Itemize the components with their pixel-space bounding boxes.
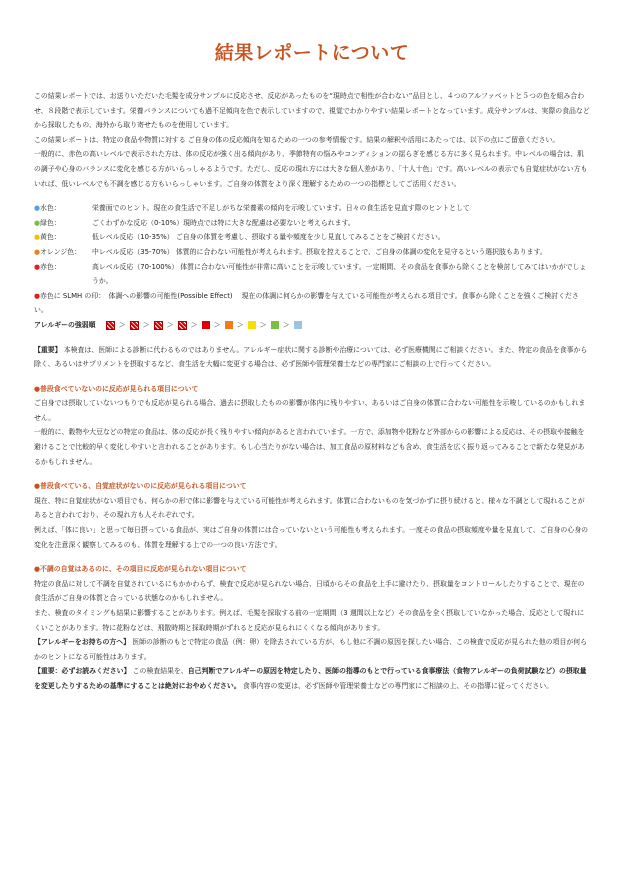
section-paragraph: 例えば、「体に良い」と思って毎日摂っている食品が、実はご自身の体質には合っていないという可能性も考えられます。一度その食品の摂取頻度や量を見直して、ご自身の心身の変化を注意深く観察してみるのも、体質を理解する上での一つの良い方法です。 xyxy=(34,526,588,549)
legend-item-green: ●緑色： ごくわずかな反応（0-10%）現時点では特に大きな配慮は必要ないと考えられます。 xyxy=(34,218,355,227)
section-paragraph: ご自身では摂取していないつもりでも反応が見られる場合、過去に摂取したものの影響が体内に残りやすい、あるいはご自身の体質に合わない可能性を示唆しているのかもしれません。 xyxy=(34,399,586,422)
scale-label: アレルギーの強弱順 xyxy=(34,320,96,329)
scale-swatch-light-blue xyxy=(294,321,302,329)
page-title: 結果レポートについて xyxy=(214,42,410,64)
important-notice: 【重要】 本検査は、医師による診断に代わるものではありません。アレルギー症状に関する診断や治療については、必ず医療機関にご相談ください。また、特定の食品を食事から除く、あるいはサプリメントを摂取するなど、食生活を大幅に変更する場合は、必ず医師や管理栄養士などの専門家にご相談の上で行ってください。 xyxy=(34,345,588,369)
scale-swatch-l xyxy=(130,321,139,330)
scale-swatch-red xyxy=(202,321,210,329)
section-heading-symptoms-no-reaction: ●不調の自覚はあるのに、その項目に反応が見られない項目について xyxy=(34,565,247,574)
legend-item-red: ●赤色： 高レベル反応（70-100%） 体質に合わない可能性が非常に高いことを示唆しています。一定期間、その食品を食事から除くことを検討してみてはいかがでしょうか。 xyxy=(34,262,587,286)
legend-item-orange: ●オレンジ色： 中レベル反応（35-70%） 体質的に合わない可能性が考えられます。摂取を控えることで、ご自身の体調の変化を見守るという選択肢もあります。 xyxy=(34,247,547,256)
section-heading-not-eaten: ●普段食べていないのに反応が見られる項目について xyxy=(34,384,199,393)
light-blue-dot-icon: ● xyxy=(34,204,41,213)
red-dot-icon: ● xyxy=(34,262,41,271)
section-paragraph: 現在、特に自覚症状がない項目でも、何らかの形で体に影響を与えている可能性が考えられます。体質に合わないものを気づかずに摂り続けると、様々な不調として現れることがあると言われており、その現れ方も人それぞれです。 xyxy=(34,496,585,520)
section-heading-eaten-no-symptoms: ●普段食べている、自覚症状がないのに反応が見られる項目について xyxy=(34,482,247,491)
color-legend xyxy=(34,201,590,318)
scale-swatch-h xyxy=(178,321,187,330)
green-dot-icon: ● xyxy=(34,218,41,227)
section-paragraph: 特定の食品に対して不調を自覚されているにもかかわらず、検査で反応が見られない場合、日頃からその食品を上手に避けたり、摂取量をコントロールしたりすることで、現在の食生活がご自身の体質と合っている状態なのかもしれません。 xyxy=(34,579,585,603)
yellow-dot-icon: ● xyxy=(34,233,41,242)
scale-swatch-m xyxy=(154,321,163,330)
allergy-note: 【アレルギーをお持ちの方へ】 医師の診断のもとで特定の食品（例：卵）を除去されている方が、もし他に不調の原因を探したい場合、この検査で反応が見られた他の項目が何らかのヒントになる可能性はあります。 xyxy=(34,638,588,661)
orange-dot-icon: ● xyxy=(34,247,41,256)
intro-paragraph-1: この結果レポートでは、お送りいただいた毛髪を成分サンプルに反応させ、反応があったものを“現時点で相性が合わない”品目とし、４つのアルファベットと５つの色を組み合わせ、８段階で表示しています。栄養バランスについても過不足傾向を色で表示していますので、視覚でわかりやすい結果レポートとなっています。成分サンプルは、実際の食品などから採取したもの、海外から取り寄せたものを使用しています。 xyxy=(34,92,590,130)
scale-swatch-s xyxy=(106,321,115,330)
allergy-strength-scale: アレルギーの強弱順 ＞ ＞ ＞ ＞ ＞ ＞ ＞ ＞ xyxy=(34,318,590,333)
section-paragraph: また、検査のタイミングも結果に影響することがあります。例えば、毛髪を採取する前の一定期間（3 週間以上など）その食品を全く摂取していなかった場合、反応として現れにくいことがあります。特に花粉などは、飛散時期と採取時期がずれると反応が見られにくくなる傾向があります。 xyxy=(34,609,585,632)
scale-swatch-green xyxy=(271,321,279,329)
intro-paragraph-3: 一般的に、赤色の高いレベルで表示された方は、体の反応が強く出る傾向があり、季節特有の悩みやコンディションの揺らぎを感じる方に多く見られます。中レベルの場合は、肌の調子や心身のバランスに変化を感じる方がいらっしゃるようです。ただし、反応の現れ方には大きな個人差があり、「十人十色」です。高いレベルの表示でも自覚症状がない方もいれば、低いレベルでも不調を感じる方もいらっしゃいます。ご自身の体質をより深く理解するための一つの指標としてご活用ください。 xyxy=(34,150,588,188)
scale-swatch-yellow xyxy=(248,321,256,329)
legend-item-red-slmh: ●赤色に SLMH の印： 体調への影響の可能性(Possible Effect) 現在の体調に何らかの影響を与えている可能性が考えられる項目です。食事から除くことを強くご検討ください。 xyxy=(34,291,579,315)
red-dot-icon: ● xyxy=(34,291,41,300)
section-paragraph: 一般的に、穀物や大豆などの特定の食品は、体の反応が長く残りやすい傾向があると言われています。一方で、添加物や花粉など外部からの影響による反応は、その摂取や接触を避けることで比較的早く変化しやすいと言われることがあります。もし心当たりがない場合は、加工食品の原材料なども含め、食生活を広く振り返ってみることで新たな発見があるかもしれません。 xyxy=(34,428,585,466)
legend-item-yellow: ●黄色： 低レベル反応（10-35%） ご自身の体質を考慮し、摂取する量や頻度を少し見直してみることをご検討ください。 xyxy=(34,233,445,242)
spacer xyxy=(34,191,590,201)
legend-item-light-blue: ●水色： 栄養面でのヒント。現在の食生活で不足しがちな栄養素の傾向を示唆しています。日々の食生活を見直す際のヒントとして xyxy=(34,204,470,213)
scale-swatch-orange xyxy=(225,321,233,329)
must-read-note: 【重要：必ずお読みください】 この検査結果を、自己判断でアレルギーの原因を特定したり、医師の指導のもとで行っている食事療法（食物アレルギーの負荷試験など）の摂取量を変更したりするための基準にすることは絶対におやめください。 食事内容の変更は、必ず医師や管理栄養士などの専門家にご相談の上、その指導に従ってください。 xyxy=(34,667,587,690)
intro-paragraph-2: この結果レポートは、特定の食品や物質に対する ご自身の体の反応傾向を知るための一つの参考情報です。結果の解釈や活用にあたっては、以下の点にご留意ください。 xyxy=(34,135,560,144)
